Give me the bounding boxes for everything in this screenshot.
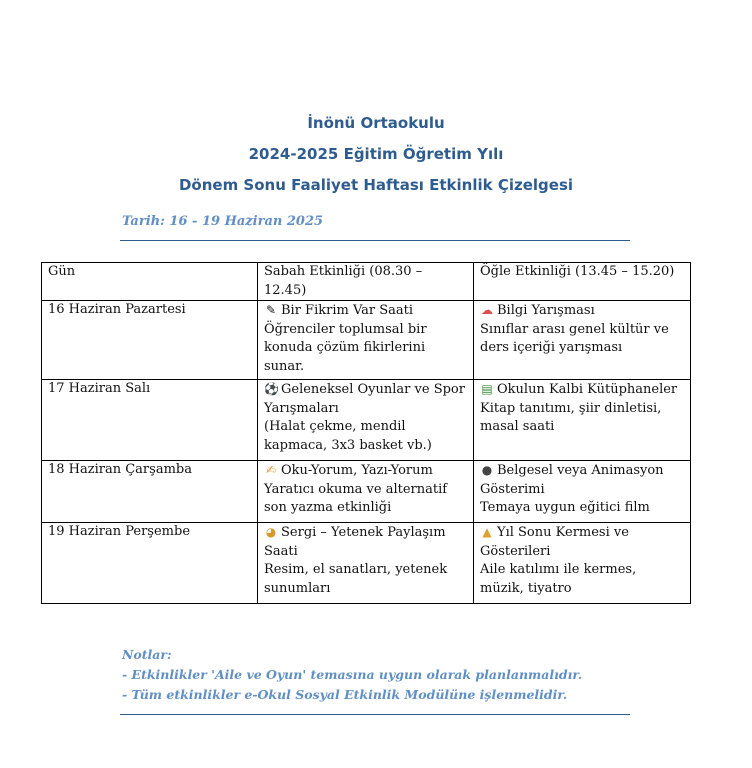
school-name: İnönü Ortaokulu <box>307 114 445 132</box>
noon-activity-cell <box>474 301 691 380</box>
books-icon: ▤ <box>481 382 493 397</box>
day-cell: 16 Haziran Pazartesi <box>42 301 258 380</box>
palette-icon: ◕ <box>265 525 277 540</box>
activity-description: Temaya uygun eğitici film <box>480 500 650 516</box>
activity-description: Sınıflar arası genel kültür ve ders içeriği yarışması <box>480 321 669 356</box>
activity-title: Okulun Kalbi Kütüphaneler <box>497 382 678 398</box>
morning-activity-cell <box>258 461 474 523</box>
header-day: Gün <box>42 263 258 301</box>
day-cell: 18 Haziran Çarşamba <box>42 461 258 523</box>
date-line: Tarih: 16 - 19 Haziran 2025 <box>122 214 324 229</box>
activity-title: Yıl Sonu Kermesi ve Gösterileri <box>480 525 629 559</box>
activity-title: Geleneksel Oyunlar ve Spor Yarışmaları <box>264 382 465 416</box>
header-noon: Öğle Etkinliği (13.45 – 15.20) <box>474 263 691 301</box>
brain-icon: ☁ <box>481 303 493 318</box>
morning-activity-cell <box>258 523 474 604</box>
noon-activity-cell <box>474 523 691 604</box>
day-cell: 17 Haziran Salı <box>42 380 258 461</box>
soccer-ball-icon: ⚽ <box>264 382 279 397</box>
academic-year: 2024-2025 Eğitim Öğretim Yılı <box>248 145 504 163</box>
header-divider <box>120 240 630 241</box>
activity-title: Bir Fikrim Var Saati <box>281 303 414 319</box>
activity-title: Oku-Yorum, Yazı-Yorum <box>281 463 433 479</box>
footer-divider <box>120 714 630 715</box>
activity-title: Sergi – Yetenek Paylaşım Saati <box>264 525 446 559</box>
table-row <box>42 301 691 380</box>
activity-description: Öğrenciler toplumsal bir konuda çözüm fikirlerini sunar. <box>264 321 427 374</box>
schedule-table <box>41 262 691 604</box>
document-title: Dönem Sonu Faaliyet Haftası Etkinlik Çizelgesi <box>178 176 574 194</box>
activity-description: (Halat çekme, mendil kapmaca, 3x3 basket vb.) <box>264 419 432 453</box>
morning-activity-cell <box>258 301 474 380</box>
morning-activity-cell <box>258 380 474 461</box>
activity-description: Resim, el sanatları, yetenek sunumları <box>264 562 448 596</box>
note-item: - Tüm etkinlikler e-Okul Sosyal Etkinlik Modülüne işlenmelidir. <box>122 687 568 702</box>
notes-heading: Notlar: <box>122 647 172 662</box>
activity-description: Yaratıcı okuma ve alternatif son yazma etkinliği <box>264 481 448 516</box>
noon-activity-cell <box>474 380 691 461</box>
activity-description: Kitap tanıtımı, şiir dinletisi, masal saati <box>480 400 662 435</box>
day-cell: 19 Haziran Perşembe <box>42 523 258 604</box>
pencil-icon: ✎ <box>265 303 277 318</box>
table-row <box>42 380 691 461</box>
notes-section <box>122 645 582 705</box>
table-row <box>42 461 691 523</box>
writing-hand-icon: ✍ <box>265 463 277 478</box>
party-popper-icon: ▲ <box>482 525 492 540</box>
table-header-row <box>42 263 691 301</box>
table-row <box>42 523 691 604</box>
activity-title: Belgesel veya Animasyon Gösterimi <box>480 463 664 497</box>
film-camera-icon: ● <box>481 463 493 478</box>
header-morning: Sabah Etkinliği (08.30 – 12.45) <box>258 263 474 301</box>
activity-description: Aile katılımı ile kermes, müzik, tiyatro <box>480 562 637 596</box>
activity-title: Bilgi Yarışması <box>497 303 595 319</box>
note-item: - Etkinlikler 'Aile ve Oyun' temasına uygun olarak planlanmalıdır. <box>122 667 583 682</box>
noon-activity-cell <box>474 461 691 523</box>
